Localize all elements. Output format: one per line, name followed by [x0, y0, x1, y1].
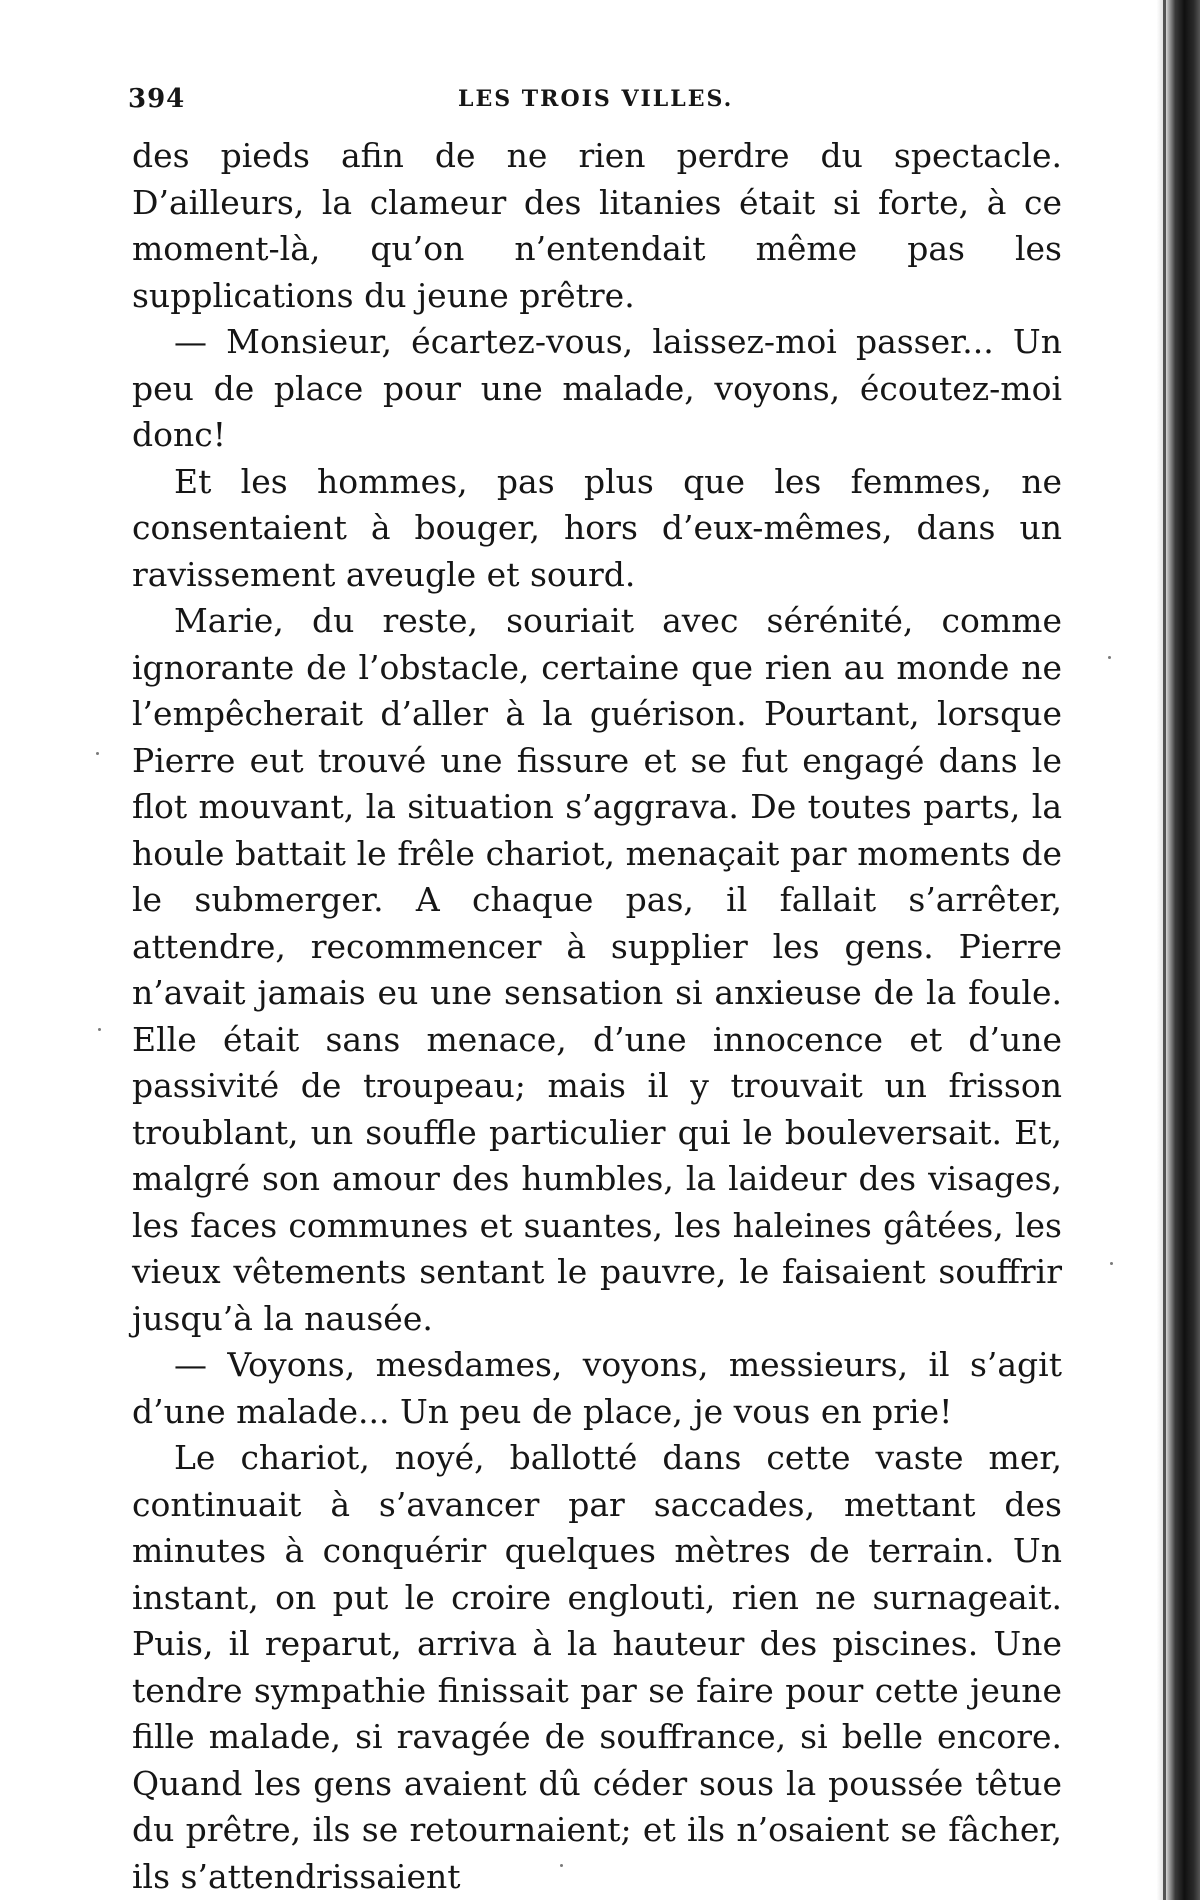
- page-binding-edge: [1138, 0, 1200, 1900]
- paragraph: Marie, du reste, souriait avec sérénité, comme ignorante de l’obstacle, certaine que rien au monde ne l’empêcherait d’aller à la guérison. Pourtant, lorsque Pierre eut trouvé une fissure et se fut engagé dans le flot mouvant, la situation s’aggrava. De toutes parts, la houle battait le frêle chariot, menaçait par moments de le submerger. A chaque pas, il fallait s’arrêter, attendre, recommencer à supplier les gens. Pierre n’avait jamais eu une sensation si anxieuse de la foule. Elle était sans menace, d’une innocence et d’une passivité de troupeau; mais il y trouvait un frisson troublant, un souffle particulier qui le bouleversait. Et, malgré son amour des humbles, la laideur des visages, les faces communes et suantes, les haleines gâtées, les vieux vêtements sentant le pauvre, le faisaient souffrir jusqu’à la nausée.: [132, 601, 1062, 1338]
- paragraph: Et les hommes, pas plus que les femmes, ne consentaient à bouger, hors d’eux-mêmes, dans un ravissement aveugle et sourd.: [132, 461, 1062, 594]
- page-header: [128, 84, 1078, 124]
- paper-speck: [1108, 656, 1111, 659]
- page-number: 394: [128, 84, 186, 114]
- paragraph-continued: des pieds afin de ne rien perdre du spectacle. D’ailleurs, la clameur des litanies était si forte, à ce moment-là, qu’on n’entendait même pas les supplications du jeune prêtre.: [132, 136, 1062, 315]
- paper-speck: [560, 1864, 563, 1867]
- paper-speck: [1110, 1262, 1113, 1265]
- paragraph-dialogue: — Voyons, mesdames, voyons, messieurs, il s’agit d’une malade... Un peu de place, je vous en prie!: [132, 1345, 1062, 1431]
- paper-speck: [98, 1028, 101, 1031]
- running-title: LES TROIS VILLES.: [458, 86, 734, 112]
- paragraph-dialogue: — Monsieur, écartez-vous, laissez-moi passer... Un peu de place pour une malade, voyons, écoutez-moi donc!: [132, 322, 1062, 454]
- paper-speck: [96, 752, 99, 755]
- paragraph: Le chariot, noyé, ballotté dans cette vaste mer, continuait à s’avancer par saccades, mettant des minutes à conquérir quelques mètres de terrain. Un instant, on put le croire englouti, rien ne surnageait. Puis, il reparut, arriva à la hauteur des piscines. Une tendre sympathie finissait par se faire pour cette jeune fille malade, si ravagée de souffrance, si belle encore. Quand les gens avaient dû céder sous la poussée têtue du prêtre, ils se retournaient; et ils n’osaient se fâcher, ils s’attendrissaient: [132, 1438, 1062, 1896]
- body-text: [132, 133, 1062, 1900]
- binding-shadow-line: [1163, 0, 1166, 1900]
